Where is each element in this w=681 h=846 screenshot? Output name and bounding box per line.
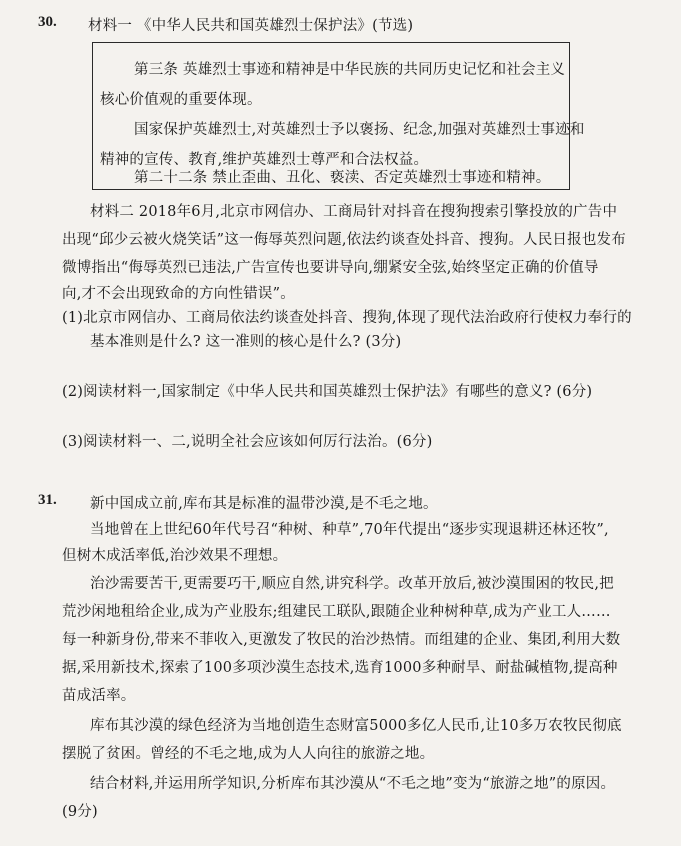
q31-line-10: 摆脱了贫困。曾经的不毛之地,成为人人向往的旅游之地。 xyxy=(62,746,435,762)
subquestion-1-line-1: (1)北京市网信办、工商局依法约谈查处抖音、搜狗,体现了现代法治政府行使权力奉行的 xyxy=(62,310,632,326)
q31-line-5: 荒沙闲地租给企业,成为产业股东;组建民工联队,跟随企业种树种草,成为产业工人…… xyxy=(62,604,611,620)
box-line-3: 国家保护英雄烈士,对英雄烈士予以褒扬、纪念,加强对英雄烈士事迹和 xyxy=(134,122,585,138)
box-line-4: 精神的宣传、教育,维护英雄烈士尊严和合法权益。 xyxy=(100,152,429,168)
q31-line-4: 治沙需要苦干,更需要巧干,顺应自然,讲究科学。改革开放后,被沙漠围困的牧民,把 xyxy=(90,576,614,592)
subquestion-2: (2)阅读材料一,国家制定《中华人民共和国英雄烈士保护法》有哪些的意义? (6分) xyxy=(62,384,593,400)
material1-heading: 材料一 《中华人民共和国英雄烈士保护法》(节选) xyxy=(88,18,414,34)
q31-line-9: 库布其沙漠的绿色经济为当地创造生态财富5000多亿人民币,让10多万农牧民彻底 xyxy=(90,718,622,734)
q31-line-12: (9分) xyxy=(62,804,98,820)
material2-line-4: 向,才不会出现致命的方向性错误”。 xyxy=(62,286,295,302)
q31-line-11: 结合材料,并运用所学知识,分析库布其沙漠从“不毛之地”变为“旅游之地”的原因。 xyxy=(90,776,616,792)
subquestion-3: (3)阅读材料一、二,说明全社会应该如何厉行法治。(6分) xyxy=(62,434,433,450)
box-line-5: 第二十二条 禁止歪曲、丑化、亵渎、否定英雄烈士事迹和精神。 xyxy=(134,170,551,186)
box-line-1: 第三条 英雄烈士事迹和精神是中华民族的共同历史记忆和社会主义 xyxy=(134,62,566,78)
q31-line-3: 但树木成活率低,治沙效果不理想。 xyxy=(62,548,288,564)
q31-line-6: 每一种新身份,带来不菲收入,更激发了牧民的治沙热情。而组建的企业、集团,利用大数 xyxy=(62,632,621,648)
material2-line-1: 材料二 2018年6月,北京市网信办、工商局针对抖音在搜狗搜索引擎投放的广告中 xyxy=(90,204,618,220)
box-line-2: 核心价值观的重要体现。 xyxy=(100,92,262,108)
question-30-number: 30. xyxy=(38,14,57,30)
material2-line-3: 微博指出“侮辱英烈已违法,广告宣传也要讲导向,绷紧安全弦,始终坚定正确的价值导 xyxy=(62,260,599,276)
q31-line-8: 苗成活率。 xyxy=(62,688,136,704)
material2-line-2: 出现“邱少云被火烧笑话”这一侮辱英烈问题,依法约谈查处抖音、搜狗。人民日报也发布 xyxy=(62,232,626,248)
q31-line-1: 新中国成立前,库布其是标准的温带沙漠,是不毛之地。 xyxy=(90,496,438,512)
q31-line-2: 当地曾在上世纪60年代号召“种树、种草”,70年代提出“逐步实现退耕还林还牧”, xyxy=(90,522,609,538)
q31-line-7: 据,采用新技术,探索了100多项沙漠生态技术,选育1000多种耐旱、耐盐碱植物,提高种 xyxy=(62,660,618,676)
subquestion-1-line-2: 基本准则是什么? 这一准则的核心是什么? (3分) xyxy=(90,334,402,350)
question-31-number: 31. xyxy=(38,492,57,508)
